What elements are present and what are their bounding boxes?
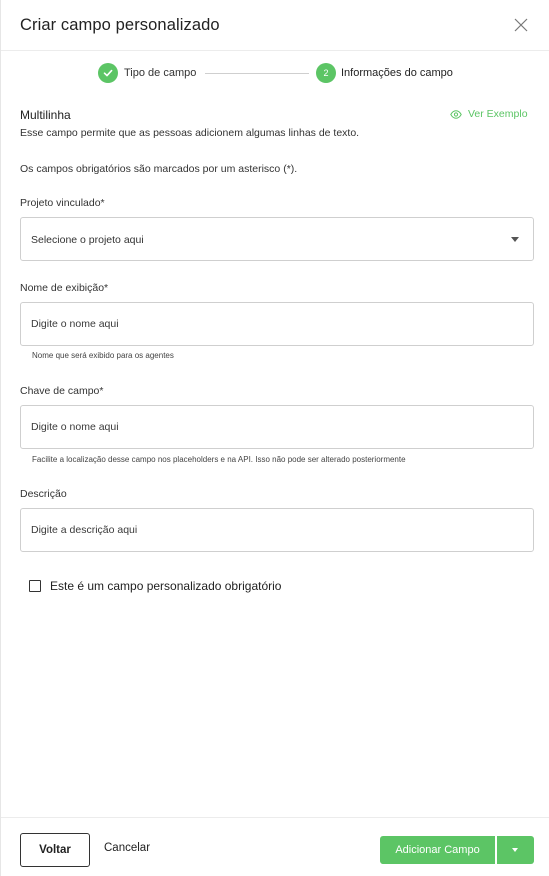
- add-field-button[interactable]: Adicionar Campo: [380, 836, 495, 864]
- close-icon[interactable]: [513, 17, 529, 33]
- eye-icon: [450, 110, 462, 119]
- field-type-description: Esse campo permite que as pessoas adicionem algumas linhas de texto.: [20, 127, 360, 139]
- description-input[interactable]: [20, 508, 534, 552]
- add-field-dropdown-button[interactable]: [496, 836, 534, 864]
- required-fields-note: Os campos obrigatórios são marcados por um asterisco (*).: [20, 163, 298, 175]
- modal-title: Criar campo personalizado: [20, 16, 220, 34]
- modal-header: [1, 0, 549, 51]
- field-key-input[interactable]: [20, 405, 534, 449]
- field-key-hint: Facilite a localização desse campo nos placeholders e na API. Isso não pode ser alterado posteriormente: [32, 455, 406, 464]
- stepper: [1, 63, 549, 85]
- step-connector: [205, 73, 309, 74]
- view-example-label: Ver Exemplo: [468, 108, 528, 120]
- view-example-link[interactable]: [450, 108, 528, 120]
- modal-footer: [1, 817, 549, 876]
- step-label-field-type: Tipo de campo: [124, 67, 197, 79]
- step-label-field-info: Informações do campo: [341, 67, 453, 79]
- required-field-checkbox-row[interactable]: [29, 579, 281, 593]
- description-label: Descrição: [20, 488, 67, 500]
- check-icon: [98, 63, 118, 83]
- project-label: Projeto vinculado*: [20, 197, 105, 209]
- required-field-checkbox[interactable]: [29, 580, 41, 592]
- required-field-checkbox-label: Este é um campo personalizado obrigatório: [50, 579, 282, 593]
- display-name-label: Nome de exibição*: [20, 282, 109, 294]
- project-select-placeholder: Selecione o projeto aqui: [31, 234, 144, 246]
- step-number-badge: 2: [316, 63, 336, 83]
- display-name-hint: Nome que será exibido para os agentes: [32, 351, 174, 360]
- project-select[interactable]: [20, 217, 534, 261]
- caret-down-icon: [512, 848, 518, 852]
- field-key-label: Chave de campo*: [20, 385, 104, 397]
- cancel-button[interactable]: Cancelar: [104, 842, 151, 854]
- caret-down-icon: [511, 237, 519, 242]
- display-name-input[interactable]: [20, 302, 534, 346]
- field-type-name: Multilinha: [20, 108, 71, 122]
- back-button[interactable]: Voltar: [20, 833, 90, 867]
